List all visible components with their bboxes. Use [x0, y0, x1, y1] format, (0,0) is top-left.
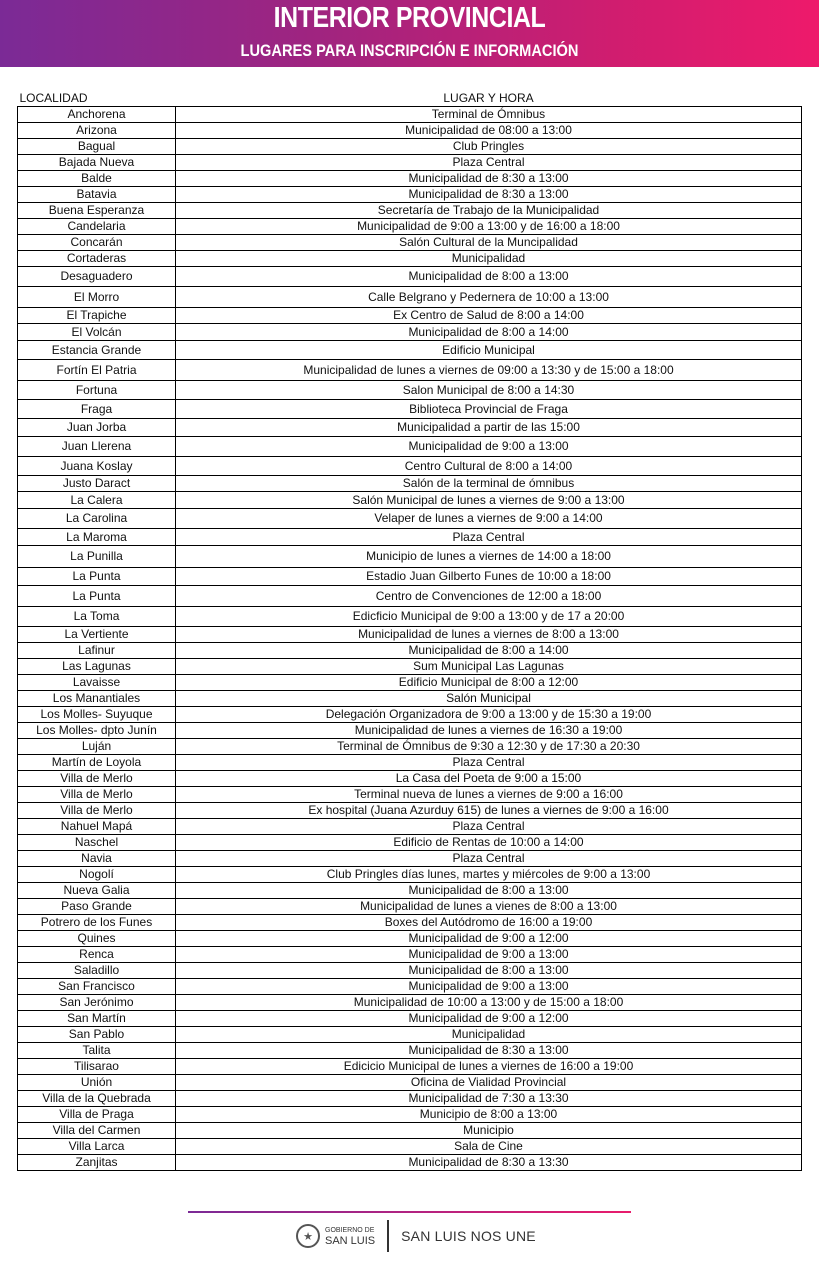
- gov-line-2: SAN LUIS: [325, 1235, 376, 1247]
- lugar-y-hora-cell: Municipalidad de 9:00 a 13:00: [176, 437, 802, 457]
- lugar-y-hora-cell: Ex Centro de Salud de 8:00 a 14:00: [176, 308, 802, 324]
- lugar-y-hora-cell: Plaza Central: [176, 155, 802, 171]
- localidad-cell: Navia: [18, 851, 176, 867]
- localidad-cell: Potrero de los Funes: [18, 915, 176, 931]
- localidad-cell: Los Molles- dpto Junín: [18, 723, 176, 739]
- table-row: [18, 979, 802, 995]
- table-row: [18, 123, 802, 139]
- localidad-cell: Villa de la Quebrada: [18, 1091, 176, 1107]
- localidad-cell: Cortaderas: [18, 251, 176, 267]
- lugar-y-hora-cell: Salón Municipal: [176, 691, 802, 707]
- table-row: [18, 691, 802, 707]
- table-row: [18, 400, 802, 419]
- column-header-localidad: LOCALIDAD: [18, 91, 176, 107]
- lugar-y-hora-cell: Municipalidad de 8:00 a 14:00: [176, 324, 802, 341]
- localidad-cell: Villa de Praga: [18, 1107, 176, 1123]
- localidad-cell: El Volcán: [18, 324, 176, 341]
- localidad-cell: Villa de Merlo: [18, 803, 176, 819]
- localidad-cell: Fraga: [18, 400, 176, 419]
- table-row: [18, 643, 802, 659]
- localidad-cell: Talita: [18, 1043, 176, 1059]
- lugar-y-hora-cell: Municipalidad de 8:00 a 13:00: [176, 883, 802, 899]
- localidad-cell: Batavia: [18, 187, 176, 203]
- localidad-cell: San Francisco: [18, 979, 176, 995]
- localidad-cell: Saladillo: [18, 963, 176, 979]
- header-banner: [0, 0, 819, 67]
- table-row: [18, 835, 802, 851]
- table-row: [18, 1091, 802, 1107]
- table-row: [18, 287, 802, 308]
- table-row: [18, 476, 802, 492]
- table-row: [18, 1155, 802, 1171]
- table-row: [18, 235, 802, 251]
- localidad-cell: Fortuna: [18, 381, 176, 400]
- lugar-y-hora-cell: Secretaría de Trabajo de la Municipalidad: [176, 203, 802, 219]
- localidad-cell: Nogolí: [18, 867, 176, 883]
- lugar-y-hora-cell: Municipalidad de 8:00 a 13:00: [176, 267, 802, 287]
- lugar-y-hora-cell: Municipio de 8:00 a 13:00: [176, 1107, 802, 1123]
- table-row: [18, 492, 802, 509]
- table-row: [18, 203, 802, 219]
- table-row: [18, 251, 802, 267]
- table-row: [18, 675, 802, 691]
- table-row: [18, 883, 802, 899]
- lugar-y-hora-cell: Municipalidad a partir de las 15:00: [176, 419, 802, 437]
- localidad-cell: San Jerónimo: [18, 995, 176, 1011]
- localidad-cell: La Toma: [18, 607, 176, 627]
- lugar-y-hora-cell: Municipalidad: [176, 1027, 802, 1043]
- localidad-cell: Candelaria: [18, 219, 176, 235]
- lugar-y-hora-cell: Delegación Organizadora de 9:00 a 13:00 y de 15:30 a 19:00: [176, 707, 802, 723]
- locations-table: [17, 91, 802, 1171]
- lugar-y-hora-cell: Municipalidad de lunes a vienes de 8:00 a 13:00: [176, 899, 802, 915]
- lugar-y-hora-cell: Municipalidad de 9:00 a 12:00: [176, 1011, 802, 1027]
- table-row: [18, 707, 802, 723]
- table-row: [18, 107, 802, 123]
- footer-divider: [188, 1211, 631, 1213]
- localidad-cell: Tilisarao: [18, 1059, 176, 1075]
- lugar-y-hora-cell: Municipalidad de 8:30 a 13:00: [176, 1043, 802, 1059]
- localidad-cell: Nueva Galia: [18, 883, 176, 899]
- lugar-y-hora-cell: Salón de la terminal de ómnibus: [176, 476, 802, 492]
- table-row: [18, 739, 802, 755]
- lugar-y-hora-cell: Oficina de Vialidad Provincial: [176, 1075, 802, 1091]
- localidad-cell: Villa del Carmen: [18, 1123, 176, 1139]
- table-row: [18, 867, 802, 883]
- table-row: [18, 267, 802, 287]
- footer-slogan: SAN LUIS NOS UNE: [401, 1228, 536, 1244]
- lugar-y-hora-cell: Salón Municipal de lunes a viernes de 9:00 a 13:00: [176, 492, 802, 509]
- table-row: [18, 1123, 802, 1139]
- table-row: [18, 568, 802, 586]
- lugar-y-hora-cell: Boxes del Autódromo de 16:00 a 19:00: [176, 915, 802, 931]
- table-row: [18, 171, 802, 187]
- lugar-y-hora-cell: Municipio: [176, 1123, 802, 1139]
- localidad-cell: Los Manantiales: [18, 691, 176, 707]
- lugar-y-hora-cell: Terminal nueva de lunes a viernes de 9:00 a 16:00: [176, 787, 802, 803]
- localidad-cell: Juan Llerena: [18, 437, 176, 457]
- table-row: [18, 457, 802, 476]
- localidad-cell: Juana Koslay: [18, 457, 176, 476]
- table-row: [18, 1027, 802, 1043]
- lugar-y-hora-cell: Salon Municipal de 8:00 a 14:30: [176, 381, 802, 400]
- localidad-cell: La Punta: [18, 586, 176, 607]
- table-row: [18, 529, 802, 546]
- lugar-y-hora-cell: Sala de Cine: [176, 1139, 802, 1155]
- table-row: [18, 963, 802, 979]
- table-row: [18, 787, 802, 803]
- lugar-y-hora-cell: Municipalidad de 9:00 a 13:00: [176, 979, 802, 995]
- lugar-y-hora-cell: Municipalidad de 08:00 a 13:00: [176, 123, 802, 139]
- table-row: [18, 819, 802, 835]
- localidad-cell: Luján: [18, 739, 176, 755]
- localidad-cell: San Pablo: [18, 1027, 176, 1043]
- footer-logo: [296, 1219, 536, 1253]
- localidad-cell: La Calera: [18, 492, 176, 509]
- table-row: [18, 627, 802, 643]
- localidad-cell: La Maroma: [18, 529, 176, 546]
- table-row: [18, 947, 802, 963]
- table-row: [18, 607, 802, 627]
- table-header-row: [18, 91, 802, 107]
- localidad-cell: Villa Larca: [18, 1139, 176, 1155]
- lugar-y-hora-cell: Plaza Central: [176, 755, 802, 771]
- lugar-y-hora-cell: Estadio Juan Gilberto Funes de 10:00 a 18:00: [176, 568, 802, 586]
- lugar-y-hora-cell: Municipalidad de 10:00 a 13:00 y de 15:00 a 18:00: [176, 995, 802, 1011]
- lugar-y-hora-cell: Salón Cultural de la Muncipalidad: [176, 235, 802, 251]
- table-row: [18, 1059, 802, 1075]
- lugar-y-hora-cell: Municipalidad: [176, 251, 802, 267]
- lugar-y-hora-cell: La Casa del Poeta de 9:00 a 15:00: [176, 771, 802, 787]
- localidad-cell: Bajada Nueva: [18, 155, 176, 171]
- table-row: [18, 437, 802, 457]
- localidad-cell: Concarán: [18, 235, 176, 251]
- localidad-cell: La Punilla: [18, 546, 176, 568]
- lugar-y-hora-cell: Sum Municipal Las Lagunas: [176, 659, 802, 675]
- lugar-y-hora-cell: Biblioteca Provincial de Fraga: [176, 400, 802, 419]
- table-row: [18, 586, 802, 607]
- gov-line-1: GOBIERNO DE: [325, 1227, 375, 1234]
- table-row: [18, 341, 802, 360]
- table-row: [18, 915, 802, 931]
- table-row: [18, 803, 802, 819]
- lugar-y-hora-cell: Edificio de Rentas de 10:00 a 14:00: [176, 835, 802, 851]
- table-row: [18, 723, 802, 739]
- table-row: [18, 381, 802, 400]
- footer-separator: [387, 1220, 389, 1252]
- localidad-cell: Bagual: [18, 139, 176, 155]
- lugar-y-hora-cell: Velaper de lunes a viernes de 9:00 a 14:00: [176, 509, 802, 529]
- table-row: [18, 308, 802, 324]
- table-row: [18, 1011, 802, 1027]
- lugar-y-hora-cell: Calle Belgrano y Pedernera de 10:00 a 13:00: [176, 287, 802, 308]
- table-row: [18, 324, 802, 341]
- localidad-cell: Juan Jorba: [18, 419, 176, 437]
- lugar-y-hora-cell: Municipio de lunes a viernes de 14:00 a 18:00: [176, 546, 802, 568]
- lugar-y-hora-cell: Plaza Central: [176, 529, 802, 546]
- table-row: [18, 360, 802, 381]
- table-row: [18, 1139, 802, 1155]
- localidad-cell: Villa de Merlo: [18, 771, 176, 787]
- lugar-y-hora-cell: Edificio Municipal: [176, 341, 802, 360]
- table-row: [18, 187, 802, 203]
- localidad-cell: La Carolina: [18, 509, 176, 529]
- lugar-y-hora-cell: Municipalidad de 8:30 a 13:00: [176, 171, 802, 187]
- lugar-y-hora-cell: Municipalidad de 9:00 a 13:00 y de 16:00 a 18:00: [176, 219, 802, 235]
- lugar-y-hora-cell: Municipalidad de 8:00 a 14:00: [176, 643, 802, 659]
- page-title: INTERIOR PROVINCIAL: [273, 2, 546, 34]
- government-logo-text: [325, 1226, 375, 1246]
- lugar-y-hora-cell: Municipalidad de lunes a viernes de 09:00 a 13:30 y de 15:00 a 18:00: [176, 360, 802, 381]
- table-row: [18, 931, 802, 947]
- lugar-y-hora-cell: Edicficio Municipal de 9:00 a 13:00 y de 17 a 20:00: [176, 607, 802, 627]
- lugar-y-hora-cell: Club Pringles: [176, 139, 802, 155]
- localidad-cell: Quines: [18, 931, 176, 947]
- table-row: [18, 546, 802, 568]
- localidad-cell: San Martín: [18, 1011, 176, 1027]
- table-row: [18, 509, 802, 529]
- localidad-cell: Balde: [18, 171, 176, 187]
- localidad-cell: Unión: [18, 1075, 176, 1091]
- table-row: [18, 755, 802, 771]
- localidad-cell: Naschel: [18, 835, 176, 851]
- localidad-cell: Anchorena: [18, 107, 176, 123]
- provincial-seal-icon: ★: [296, 1224, 320, 1248]
- localidad-cell: Estancia Grande: [18, 341, 176, 360]
- localidad-cell: Arizona: [18, 123, 176, 139]
- localidad-cell: Zanjitas: [18, 1155, 176, 1171]
- lugar-y-hora-cell: Municipalidad de 8:30 a 13:00: [176, 187, 802, 203]
- lugar-y-hora-cell: Municipalidad de lunes a viernes de 8:00 a 13:00: [176, 627, 802, 643]
- table-row: [18, 419, 802, 437]
- lugar-y-hora-cell: Ex hospital (Juana Azurduy 615) de lunes a viernes de 9:00 a 16:00: [176, 803, 802, 819]
- localidad-cell: Lavaisse: [18, 675, 176, 691]
- localidad-cell: Buena Esperanza: [18, 203, 176, 219]
- lugar-y-hora-cell: Plaza Central: [176, 819, 802, 835]
- column-header-lugar-y-hora: LUGAR Y HORA: [176, 91, 802, 107]
- table-row: [18, 1075, 802, 1091]
- table-row: [18, 1043, 802, 1059]
- lugar-y-hora-cell: Municipalidad de lunes a viernes de 16:30 a 19:00: [176, 723, 802, 739]
- lugar-y-hora-cell: Edificio Municipal de 8:00 a 12:00: [176, 675, 802, 691]
- page-subtitle: LUGARES PARA INSCRIPCIÓN E INFORMACIÓN: [240, 41, 579, 60]
- table-row: [18, 659, 802, 675]
- lugar-y-hora-cell: Centro Cultural de 8:00 a 14:00: [176, 457, 802, 476]
- localidad-cell: La Punta: [18, 568, 176, 586]
- localidad-cell: Los Molles- Suyuque: [18, 707, 176, 723]
- localidad-cell: Lafinur: [18, 643, 176, 659]
- localidad-cell: El Trapiche: [18, 308, 176, 324]
- table-row: [18, 851, 802, 867]
- localidad-cell: Paso Grande: [18, 899, 176, 915]
- lugar-y-hora-cell: Plaza Central: [176, 851, 802, 867]
- lugar-y-hora-cell: Club Pringles días lunes, martes y miércoles de 9:00 a 13:00: [176, 867, 802, 883]
- localidad-cell: Nahuel Mapá: [18, 819, 176, 835]
- table-row: [18, 139, 802, 155]
- table-row: [18, 995, 802, 1011]
- localidad-cell: El Morro: [18, 287, 176, 308]
- localidad-cell: Justo Daract: [18, 476, 176, 492]
- lugar-y-hora-cell: Municipalidad de 9:00 a 13:00: [176, 947, 802, 963]
- localidad-cell: Desaguadero: [18, 267, 176, 287]
- table-row: [18, 771, 802, 787]
- localidad-cell: Fortín El Patria: [18, 360, 176, 381]
- table-row: [18, 899, 802, 915]
- lugar-y-hora-cell: Municipalidad de 7:30 a 13:30: [176, 1091, 802, 1107]
- localidad-cell: Martín de Loyola: [18, 755, 176, 771]
- lugar-y-hora-cell: Edicicio Municipal de lunes a viernes de 16:00 a 19:00: [176, 1059, 802, 1075]
- table-row: [18, 155, 802, 171]
- localidad-cell: Renca: [18, 947, 176, 963]
- lugar-y-hora-cell: Centro de Convenciones de 12:00 a 18:00: [176, 586, 802, 607]
- lugar-y-hora-cell: Municipalidad de 8:30 a 13:30: [176, 1155, 802, 1171]
- table-row: [18, 219, 802, 235]
- localidad-cell: Villa de Merlo: [18, 787, 176, 803]
- lugar-y-hora-cell: Terminal de Ómnibus de 9:30 a 12:30 y de 17:30 a 20:30: [176, 739, 802, 755]
- localidad-cell: La Vertiente: [18, 627, 176, 643]
- lugar-y-hora-cell: Terminal de Ómnibus: [176, 107, 802, 123]
- lugar-y-hora-cell: Municipalidad de 8:00 a 13:00: [176, 963, 802, 979]
- table-row: [18, 1107, 802, 1123]
- lugar-y-hora-cell: Municipalidad de 9:00 a 12:00: [176, 931, 802, 947]
- localidad-cell: Las Lagunas: [18, 659, 176, 675]
